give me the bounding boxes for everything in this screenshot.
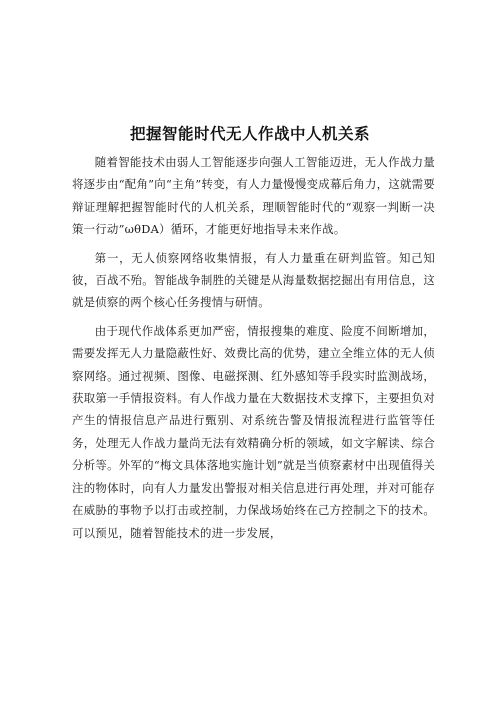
document-title: 把握智能时代无人作战中人机关系 <box>129 125 370 143</box>
paragraph-first-point: 第一，无人侦察网络收集情报，有人力量重在研判监管。知己知彼，百战不殆。智能战争制胜的关键是从海量数据挖掘出有用信息，这就是侦察的两个核心任务搜情与研情。 <box>72 250 435 310</box>
document-body <box>72 151 435 550</box>
paragraph-detail: 由于现代作战体系更加严密，情报搜集的难度、险度不间断增加，需要发挥无人力量隐蔽性好、效费比高的优势，建立全维立体的无人侦察网络。通过视频、图像、电磁探测、红外感知等手段实时监测战场，获取第一手情报资料。有人作战力量在大数据技术支撑下，主要担负对产生的情报信息产品进行甄别、对系统告警及情报流程进行监管等任务，处理无人作战力量尚无法有效精确分析的领域，如文字解读、综合分析等。外军的“梅文具体落地实施计划”就是当侦察素材中出现值得关注的物体时，向有人力量发出警报对相关信息进行再处理，并对可能存在威胁的事物予以打击或控制，力保战场始终在己方控制之下的技术。可以预见，随着智能技术的进一步发展， <box>72 323 435 540</box>
paragraph-intro: 随着智能技术由弱人工智能逐步向强人工智能迈进，无人作战力量将逐步由“配角”向“主角”转变，有人力量慢慢变成幕后角力，这就需要辩证理解把握智能时代的人机关系，理顺智能时代的“观察一判断一决策一行动”ωθDA）循环，才能更好地指导未来作战。 <box>72 155 435 237</box>
